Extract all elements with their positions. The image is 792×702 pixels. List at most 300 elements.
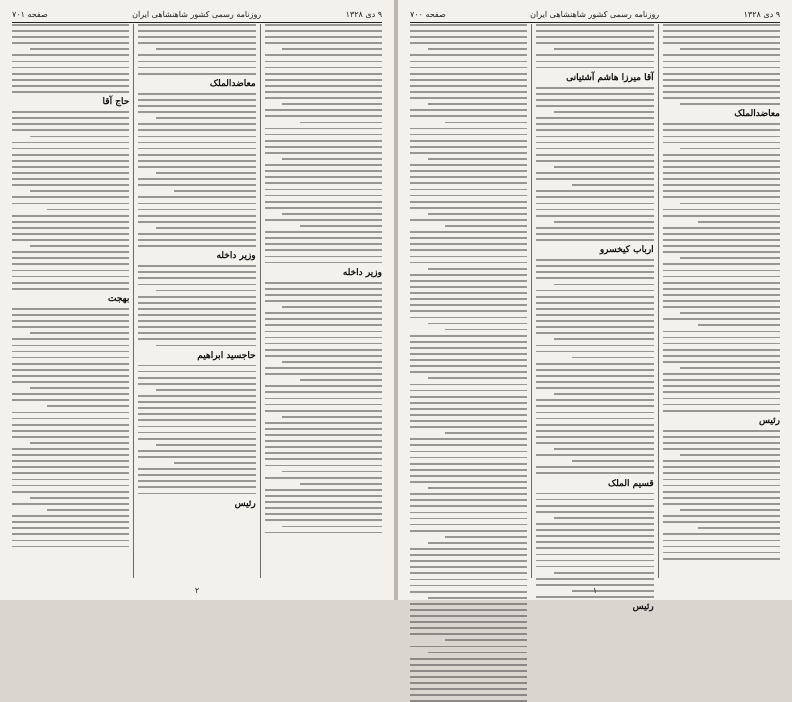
text-line xyxy=(410,317,527,319)
text-line xyxy=(12,424,129,426)
text-line xyxy=(410,61,527,63)
text-line xyxy=(663,503,780,505)
text-line xyxy=(265,195,382,197)
header-page-label: صفحه ۷۰۰ xyxy=(410,9,446,19)
text-line xyxy=(265,231,382,233)
text-line xyxy=(428,158,528,160)
text-line xyxy=(12,24,129,26)
text-line xyxy=(536,227,653,229)
text-line xyxy=(12,172,129,174)
text-line xyxy=(265,349,382,351)
text-line xyxy=(410,554,527,556)
text-line xyxy=(536,265,653,267)
text-line xyxy=(12,73,129,75)
text-line xyxy=(410,42,527,44)
text-line xyxy=(698,221,780,223)
text-line xyxy=(536,405,653,407)
text-line xyxy=(282,213,382,215)
text-line xyxy=(265,97,382,99)
text-line xyxy=(410,256,527,258)
header-title: روزنامه رسمی کشور شاهنشاهی ایران xyxy=(530,9,660,19)
text-line xyxy=(410,451,527,453)
text-line xyxy=(156,389,256,391)
text-line xyxy=(410,627,527,629)
text-line xyxy=(12,527,129,529)
text-line xyxy=(410,414,527,416)
text-line xyxy=(536,529,653,531)
text-line xyxy=(410,420,527,422)
column-2 xyxy=(138,24,260,578)
text-line xyxy=(138,407,255,409)
text-line xyxy=(138,196,255,198)
text-line xyxy=(410,67,527,69)
text-line xyxy=(445,122,527,124)
text-line xyxy=(663,318,780,320)
text-line xyxy=(536,129,653,131)
text-line xyxy=(138,432,255,434)
text-line xyxy=(410,176,527,178)
text-line xyxy=(410,341,527,343)
text-line xyxy=(445,432,527,434)
text-line xyxy=(536,436,653,438)
text-line xyxy=(663,136,780,138)
text-line xyxy=(410,115,527,117)
text-line xyxy=(265,282,382,284)
text-line xyxy=(536,154,653,156)
text-line xyxy=(680,103,780,105)
text-line xyxy=(536,320,653,322)
text-line xyxy=(12,503,129,505)
text-line xyxy=(410,371,527,373)
text-line xyxy=(265,30,382,32)
text-line xyxy=(138,371,255,373)
text-line xyxy=(663,251,780,253)
text-line xyxy=(12,30,129,32)
page-header xyxy=(410,6,780,23)
text-line xyxy=(12,533,129,535)
text-line xyxy=(536,560,653,562)
text-line xyxy=(138,277,255,279)
header-title: روزنامه رسمی کشور شاهنشاهی ایران xyxy=(132,9,262,19)
text-line xyxy=(663,558,780,560)
text-line xyxy=(536,196,653,198)
text-line xyxy=(12,320,129,322)
text-line xyxy=(138,61,255,63)
text-line xyxy=(536,442,653,444)
text-line xyxy=(138,99,255,101)
text-line xyxy=(410,518,527,520)
text-line xyxy=(265,152,382,154)
text-line xyxy=(554,48,654,50)
text-line xyxy=(445,329,527,331)
text-line xyxy=(428,213,528,215)
text-line xyxy=(410,243,527,245)
section-heading: رئیس xyxy=(234,498,256,509)
text-line xyxy=(536,93,653,95)
text-line xyxy=(138,67,255,69)
text-line xyxy=(663,97,780,99)
text-line xyxy=(663,491,780,493)
text-line xyxy=(536,511,653,513)
text-line xyxy=(12,239,129,241)
text-line xyxy=(410,566,527,568)
text-line xyxy=(410,469,527,471)
text-line xyxy=(663,36,780,38)
text-line xyxy=(265,134,382,136)
text-line xyxy=(12,351,129,353)
text-line xyxy=(12,85,129,87)
text-line xyxy=(138,296,255,298)
text-line xyxy=(265,501,382,503)
text-line xyxy=(428,268,528,270)
text-line xyxy=(138,142,255,144)
text-line xyxy=(138,302,255,304)
text-line xyxy=(663,379,780,381)
text-line xyxy=(572,357,654,359)
text-line xyxy=(663,30,780,32)
text-line xyxy=(554,166,654,168)
text-line xyxy=(265,422,382,424)
text-line xyxy=(12,154,129,156)
text-line xyxy=(282,306,382,308)
text-line xyxy=(410,408,527,410)
text-line xyxy=(663,349,780,351)
text-line xyxy=(572,460,654,462)
text-line xyxy=(663,533,780,535)
text-line xyxy=(265,73,382,75)
text-line xyxy=(536,105,653,107)
text-line xyxy=(536,239,653,241)
text-line xyxy=(698,324,780,326)
text-line xyxy=(536,36,653,38)
text-line xyxy=(410,30,527,32)
text-line xyxy=(663,385,780,387)
text-line xyxy=(410,524,527,526)
text-line xyxy=(12,491,129,493)
text-line xyxy=(12,472,129,474)
text-line xyxy=(30,332,130,334)
text-line xyxy=(663,515,780,517)
text-line xyxy=(265,109,382,111)
text-line xyxy=(265,404,382,406)
section-heading: رئیس xyxy=(632,602,654,613)
text-line xyxy=(410,560,527,562)
text-line xyxy=(265,243,382,245)
text-line xyxy=(12,448,129,450)
text-line xyxy=(663,436,780,438)
text-line xyxy=(12,142,129,144)
text-line xyxy=(410,609,527,611)
text-line xyxy=(572,184,654,186)
text-line xyxy=(265,513,382,515)
text-line xyxy=(12,515,129,517)
text-line xyxy=(138,178,255,180)
text-line xyxy=(12,79,129,81)
text-line xyxy=(138,265,255,267)
page-left xyxy=(0,0,394,600)
text-line xyxy=(663,239,780,241)
text-line xyxy=(536,505,653,507)
text-line xyxy=(410,682,527,684)
text-line xyxy=(663,337,780,339)
text-line xyxy=(138,456,255,458)
text-line xyxy=(663,430,780,432)
text-line xyxy=(265,489,382,491)
text-line xyxy=(428,597,528,599)
text-line xyxy=(410,548,527,550)
text-line xyxy=(663,398,780,400)
text-line xyxy=(536,535,653,537)
text-line xyxy=(663,331,780,333)
text-line xyxy=(536,178,653,180)
text-line xyxy=(12,485,129,487)
text-line xyxy=(12,369,129,371)
text-line xyxy=(138,332,255,334)
text-line xyxy=(47,405,129,407)
section-heading: حاجسید ابراهیم xyxy=(197,350,256,361)
text-line xyxy=(663,263,780,265)
text-line xyxy=(265,54,382,56)
text-line xyxy=(663,123,780,125)
text-line xyxy=(12,454,129,456)
text-line xyxy=(265,318,382,320)
text-line xyxy=(47,209,129,211)
text-line xyxy=(12,314,129,316)
text-line xyxy=(663,343,780,345)
text-line xyxy=(265,294,382,296)
text-line xyxy=(410,530,527,532)
text-line xyxy=(536,493,653,495)
text-line xyxy=(554,393,654,395)
text-line xyxy=(410,615,527,617)
text-line xyxy=(30,442,130,444)
text-line xyxy=(410,390,527,392)
text-line xyxy=(410,79,527,81)
text-line xyxy=(663,552,780,554)
text-line xyxy=(536,148,653,150)
text-line xyxy=(282,416,382,418)
text-line xyxy=(12,326,129,328)
text-line xyxy=(12,270,129,272)
text-line xyxy=(138,314,255,316)
text-line xyxy=(663,154,780,156)
text-line xyxy=(138,239,255,241)
text-line xyxy=(282,526,382,528)
text-line xyxy=(265,440,382,442)
text-line xyxy=(410,182,527,184)
text-line xyxy=(265,146,382,148)
text-line xyxy=(410,231,527,233)
text-line xyxy=(663,282,780,284)
column-1 xyxy=(663,24,780,578)
text-line xyxy=(138,426,255,428)
text-line xyxy=(410,189,527,191)
text-line xyxy=(174,190,256,192)
text-line xyxy=(265,189,382,191)
text-line xyxy=(663,245,780,247)
text-line xyxy=(12,436,129,438)
text-line xyxy=(428,487,528,489)
text-line xyxy=(265,170,382,172)
text-line xyxy=(12,546,129,548)
column-1 xyxy=(265,24,382,578)
text-line xyxy=(265,300,382,302)
text-line xyxy=(410,219,527,221)
text-line xyxy=(536,369,653,371)
text-line xyxy=(138,154,255,156)
text-line xyxy=(663,355,780,357)
text-line xyxy=(265,91,382,93)
text-line xyxy=(265,256,382,258)
text-line xyxy=(265,42,382,44)
text-line xyxy=(138,438,255,440)
text-line xyxy=(265,532,382,534)
text-line xyxy=(138,365,255,367)
text-line xyxy=(30,190,130,192)
text-line xyxy=(410,499,527,501)
text-line xyxy=(663,67,780,69)
text-line xyxy=(30,245,130,247)
section-heading: قسیم الملک xyxy=(608,478,654,489)
text-line xyxy=(138,493,255,495)
text-line xyxy=(12,251,129,253)
text-line xyxy=(536,215,653,217)
text-line xyxy=(265,262,382,264)
text-line xyxy=(536,271,653,273)
text-line xyxy=(554,448,654,450)
page-right xyxy=(398,0,792,613)
text-line xyxy=(663,215,780,217)
text-line xyxy=(680,312,780,314)
text-line xyxy=(410,298,527,300)
text-line xyxy=(410,134,527,136)
text-line xyxy=(680,367,780,369)
text-columns xyxy=(410,24,780,613)
text-line xyxy=(265,343,382,345)
text-line xyxy=(138,129,255,131)
text-line xyxy=(265,182,382,184)
text-line xyxy=(698,527,780,529)
text-line xyxy=(265,452,382,454)
text-line xyxy=(536,578,653,580)
text-line xyxy=(410,140,527,142)
text-line xyxy=(265,176,382,178)
text-line xyxy=(536,381,653,383)
text-line xyxy=(265,477,382,479)
text-line xyxy=(12,111,129,113)
text-line xyxy=(12,460,129,462)
text-line xyxy=(410,207,527,209)
section-heading: ارباب کیخسرو xyxy=(599,245,654,256)
text-line xyxy=(12,123,129,125)
text-line xyxy=(410,353,527,355)
text-line xyxy=(265,458,382,460)
text-line xyxy=(265,79,382,81)
text-line xyxy=(410,396,527,398)
text-line xyxy=(138,203,255,205)
section-heading: وزیر داخله xyxy=(216,251,256,262)
text-line xyxy=(410,481,527,483)
text-line xyxy=(138,215,255,217)
text-line xyxy=(138,474,255,476)
text-line xyxy=(536,399,653,401)
text-line xyxy=(138,401,255,403)
text-line xyxy=(410,335,527,337)
text-line xyxy=(410,633,527,635)
section-heading: بهجت xyxy=(108,293,130,304)
text-line xyxy=(536,547,653,549)
text-line xyxy=(536,472,653,474)
text-line xyxy=(410,152,527,154)
text-line xyxy=(265,207,382,209)
text-line xyxy=(12,308,129,310)
text-line xyxy=(410,292,527,294)
text-line xyxy=(410,688,527,690)
text-line xyxy=(282,103,382,105)
text-line xyxy=(410,347,527,349)
text-line xyxy=(12,117,129,119)
text-line xyxy=(663,85,780,87)
text-line xyxy=(138,54,255,56)
text-line xyxy=(428,48,528,50)
text-line xyxy=(428,542,528,544)
text-line xyxy=(663,276,780,278)
text-line xyxy=(663,42,780,44)
text-line xyxy=(138,166,255,168)
text-line xyxy=(300,225,382,227)
text-line xyxy=(663,466,780,468)
text-line xyxy=(554,517,654,519)
text-line xyxy=(663,233,780,235)
text-line xyxy=(156,290,256,292)
text-line xyxy=(410,365,527,367)
text-line xyxy=(138,326,255,328)
text-line xyxy=(554,221,654,223)
text-line xyxy=(663,546,780,548)
text-line xyxy=(663,184,780,186)
text-line xyxy=(536,499,653,501)
text-line xyxy=(536,54,653,56)
text-line xyxy=(138,450,255,452)
text-line xyxy=(536,418,653,420)
text-line xyxy=(138,233,255,235)
text-line xyxy=(410,237,527,239)
text-line xyxy=(265,465,382,467)
text-line xyxy=(428,652,528,654)
text-columns xyxy=(12,24,382,578)
page-footer-mark: ۲ xyxy=(194,586,200,595)
text-line xyxy=(138,338,255,340)
text-line xyxy=(12,521,129,523)
text-line xyxy=(47,509,129,511)
text-line xyxy=(663,166,780,168)
text-line xyxy=(410,146,527,148)
text-line xyxy=(138,486,255,488)
text-line xyxy=(12,393,129,395)
text-line xyxy=(410,24,527,26)
text-line xyxy=(663,160,780,162)
text-line xyxy=(663,172,780,174)
text-line xyxy=(12,357,129,359)
text-line xyxy=(282,158,382,160)
text-line xyxy=(536,30,653,32)
text-line xyxy=(410,286,527,288)
text-line xyxy=(138,36,255,38)
text-line xyxy=(536,203,653,205)
text-line xyxy=(138,383,255,385)
text-line xyxy=(265,249,382,251)
text-line xyxy=(12,466,129,468)
